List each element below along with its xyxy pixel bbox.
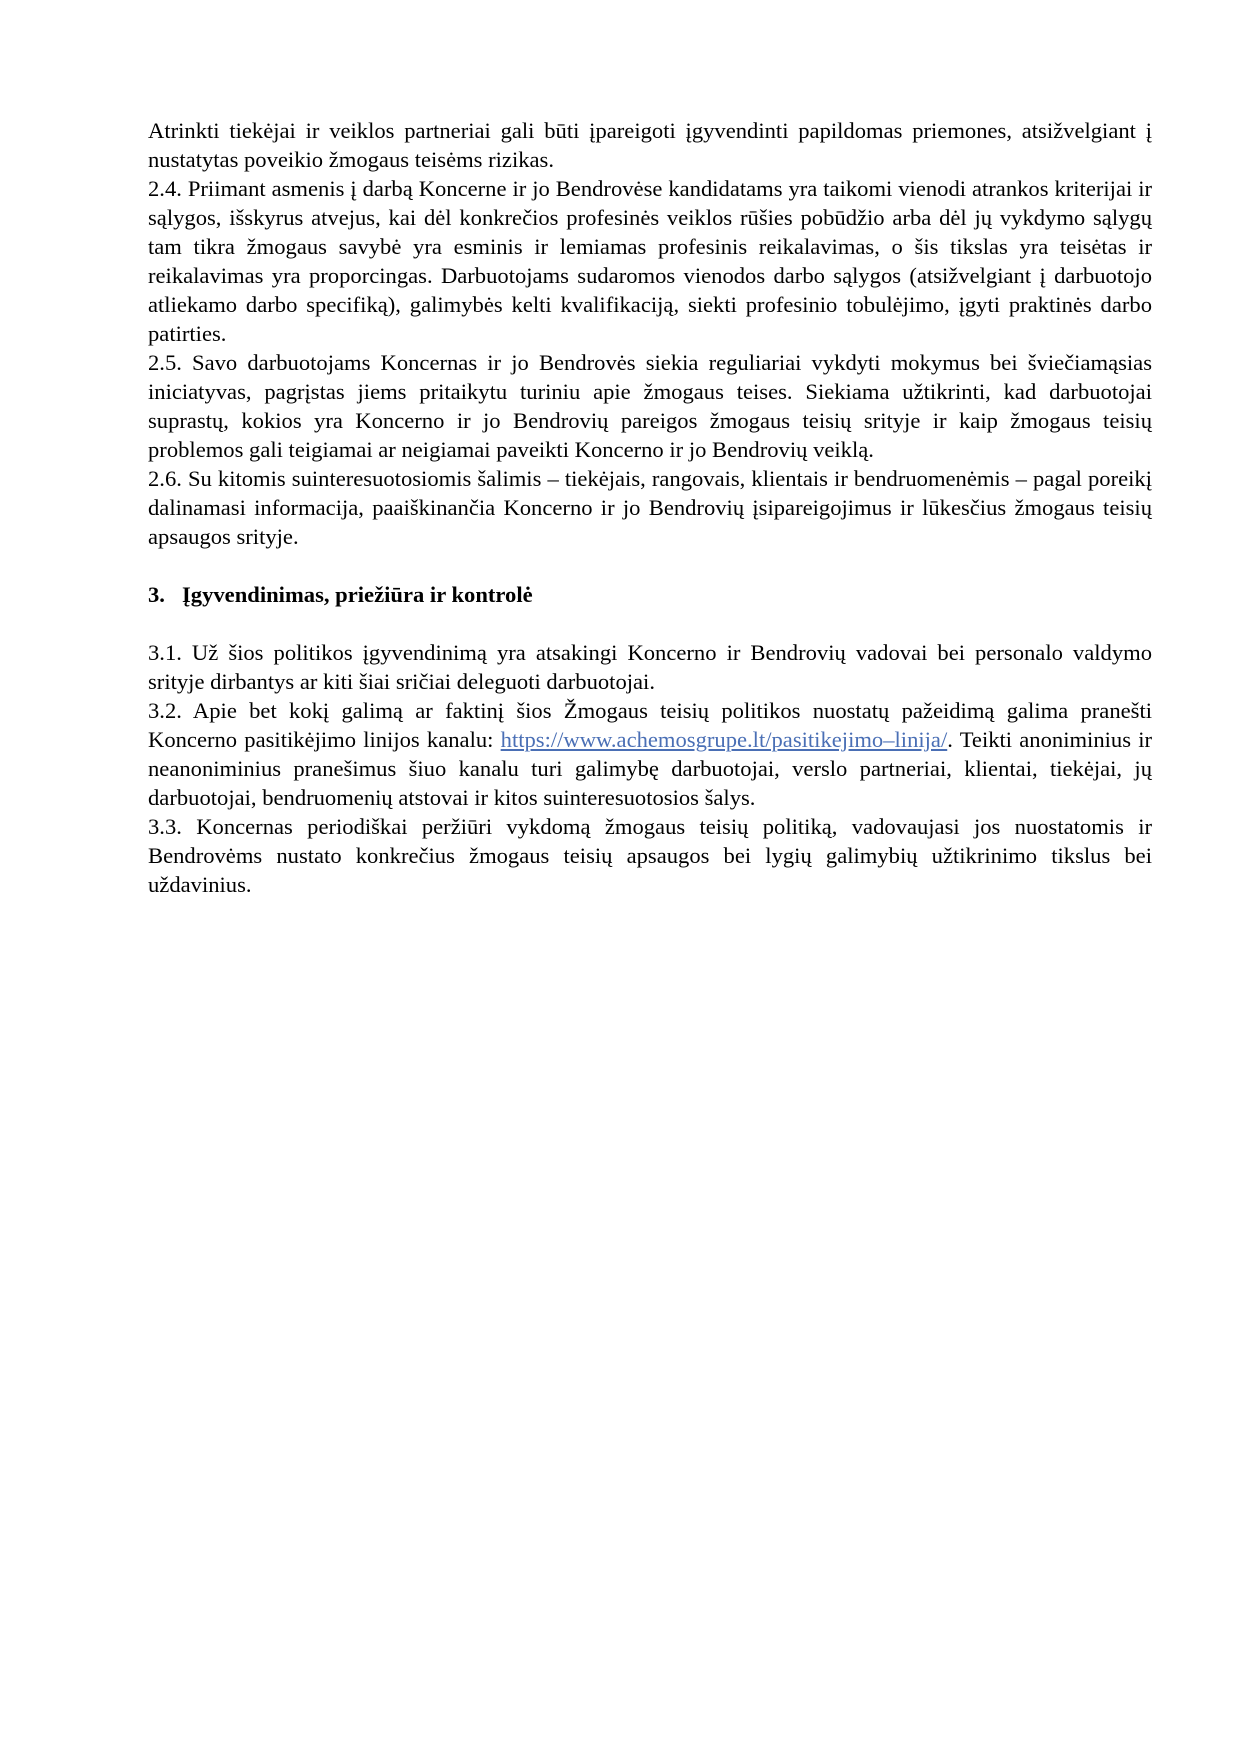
paragraph-2-5: 2.5. Savo darbuotojams Koncernas ir jo Bendrovės siekia reguliariai vykdyti mokymus bei šviečiamąsias iniciatyvas, pagrįstas jiems pritaikytu turiniu apie žmogaus teises. Siekiama užtikrinti, kad darbuotojai suprastų, kokios yra Koncerno ir jo Bendrovių pareigos žmogaus teisių srityje ir kaip žmogaus teisių problemos gali teigiamai ar neigiamai paveikti Koncerno ir jo Bendrovių veiklą. <box>148 350 1152 462</box>
section-3-title: Įgyvendinimas, priežiūra ir kontrolė <box>182 582 533 607</box>
paragraph-3-1: 3.1. Už šios politikos įgyvendinimą yra atsakingi Koncerno ir Bendrovių vadovai bei personalo valdymo srityje dirbantys ar kiti šiai sričiai deleguoti darbuotojai. <box>148 640 1152 694</box>
paragraph-3-3: 3.3. Koncernas periodiškai peržiūri vykdomą žmogaus teisių politiką, vadovaujasi jos nuostatomis ir Bendrovėms nustato konkrečius žmogaus teisių apsaugos bei lygių galimybių užtikrinimo tikslus bei uždavinius. <box>148 814 1152 897</box>
trust-line-link[interactable]: https://www.achemosgrupe.lt/pasitikejimo–linija/ <box>500 727 948 752</box>
document-page <box>148 116 1152 899</box>
section-3-heading <box>148 580 1152 609</box>
paragraph-3-2-text-end: . Teikti anoniminius ir neanoniminius pranešimus šiuo kanalu turi galimybę darbuotojai, verslo partneriai, klientai, tiekėjai, jų darbuotojai, bendruomenių atstovai ir kitos suinteresuotosios šalys. <box>148 727 1153 810</box>
section-2-intro-paragraph: Atrinkti tiekėjai ir veiklos partneriai gali būti įpareigoti įgyvendinti papildomas priemones, atsižvelgiant į nustatytas poveikio žmogaus teisėms rizikas. <box>148 118 1152 172</box>
paragraph-3-2-text-start: 3.2. Apie bet kokį galimą ar faktinį šios Žmogaus teisių politikos nuostatų pažeidimą galima pranešti Koncerno pasitikėjimo linijos kanalu: <box>148 698 1152 752</box>
paragraph-3-2 <box>148 696 1152 812</box>
section-3-number: 3. <box>148 582 165 607</box>
paragraph-2-4: 2.4. Priimant asmenis į darbą Koncerne ir jo Bendrovėse kandidatams yra taikomi vienodi atrankos kriterijai ir sąlygos, išskyrus atvejus, kai dėl konkrečios profesinės veiklos rūšies pobūdžio arba dėl jų vykdymo sąlygų tam tikra žmogaus savybė yra esminis ir lemiamas profesinis reikalavimas, o šis tikslas yra teisėtas ir reikalavimas yra proporcingas. Darbuotojams sudaromos vienodos darbo sąlygos (atsižvelgiant į darbuotojo atliekamo darbo specifiką), galimybės kelti kvalifikaciją, siekti profesinio tobulėjimo, įgyti praktinės darbo patirties. <box>148 176 1152 346</box>
paragraph-2-6: 2.6. Su kitomis suinteresuotosiomis šalimis – tiekėjais, rangovais, klientais ir bendruomenėmis – pagal poreikį dalinamasi informacija, paaiškinančia Koncerno ir jo Bendrovių įsipareigojimus ir lūkesčius žmogaus teisių apsaugos srityje. <box>148 466 1152 549</box>
